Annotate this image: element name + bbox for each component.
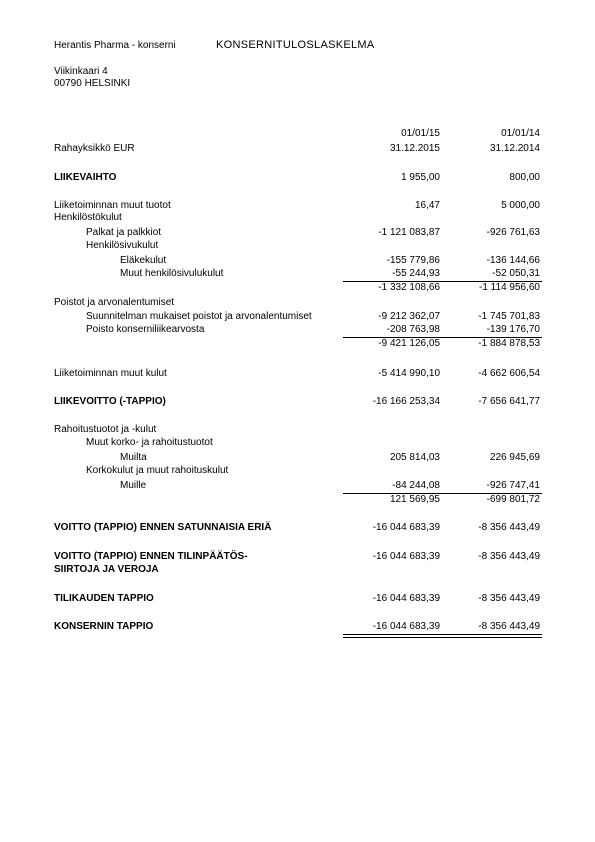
address-street: Viikinkaari 4 [54,66,108,77]
row-label: Muilta [120,452,147,463]
row-label: Muut korko- ja rahoitustuotot [86,437,213,448]
row-value-2014: -926 761,63 [486,227,540,238]
row-value-2014: -139 176,70 [486,324,540,335]
row-label: Poistot ja arvonalentumiset [54,297,175,308]
table-row [0,368,595,380]
row-value-2014: -8 356 443,49 [478,593,540,604]
row-value-2015: -84 244,08 [392,480,440,491]
table-row [0,396,595,408]
row-value-2014: -1 884 878,53 [478,338,540,349]
row-value-2014: -1 745 701,83 [478,311,540,322]
table-row [0,268,595,280]
row-value-2015: -55 244,93 [392,268,440,279]
row-value-2015: 205 814,03 [389,452,440,463]
row-value-2014: -8 356 443,49 [478,522,540,533]
table-row [0,227,595,239]
row-value-2015: -16 044 683,39 [372,551,440,562]
row-value-2014: -1 114 956,60 [479,282,540,293]
table-row [0,311,595,323]
subtotal-row [0,282,595,294]
row-value-2015: -208 763,98 [386,324,440,335]
table-row [0,480,595,492]
table-row [0,551,595,563]
row-value-2014: -4 662 606,54 [478,368,540,379]
table-row [0,212,595,224]
row-value-2015: 16,47 [414,200,440,211]
row-value-2014: -136 144,66 [486,255,540,266]
row-value-2014: -52 050,31 [492,268,540,279]
row-value-2014: 800,00 [509,172,540,183]
double-rule-top [343,634,542,635]
row-value-2014: -8 356 443,49 [478,551,540,562]
column-header-end-row [0,143,595,155]
table-row [0,200,595,212]
row-value-2015: -16 044 683,39 [372,621,440,632]
table-row [0,424,595,436]
row-label: Liiketoiminnan muut kulut [54,368,167,379]
row-value-2015: 121 569,95 [389,494,440,505]
row-value-2015: -1 332 108,66 [378,282,440,293]
row-value-2015: -5 414 990,10 [378,368,440,379]
row-value-2014: -8 356 443,49 [478,621,540,632]
row-value-2014: -7 656 641,77 [478,396,540,407]
table-row [0,240,595,252]
row-label: VOITTO (TAPPIO) ENNEN TILINPÄÄTÖS- [54,551,248,562]
row-value-2015: -1 121 083,87 [378,227,440,238]
table-row [0,324,595,336]
currency-unit-label: Rahayksikkö EUR [54,143,135,154]
address-postal: 00790 HELSINKI [54,78,131,89]
table-row [0,564,595,576]
row-value-2014: -699 801,72 [486,494,540,505]
subtotal-row [0,494,595,506]
subtotal-row [0,338,595,350]
table-row [0,465,595,477]
row-label: TILIKAUDEN TAPPIO [54,593,154,604]
row-label: Suunnitelman mukaiset poistot ja arvonalentumiset [86,311,312,322]
row-label: Henkilöstökulut [54,212,122,223]
row-value-2014: -926 747,41 [486,480,540,491]
company-name: Herantis Pharma - konserni [54,40,176,51]
row-value-2015: -16 166 253,34 [372,396,440,407]
row-label: Henkilösivukulut [86,240,159,251]
row-value-2015: 1 955,00 [401,172,440,183]
row-label: Palkat ja palkkiot [86,227,162,238]
row-label: VOITTO (TAPPIO) ENNEN SATUNNAISIA ERIÄ [54,522,272,533]
row-value-2015: -9 421 126,05 [378,338,440,349]
row-value-2014: 226 945,69 [489,452,540,463]
row-label: SIIRTOJA JA VEROJA [54,564,159,575]
double-rule-bottom [343,637,542,638]
row-value-2015: -9 212 362,07 [378,311,440,322]
row-label: LIIKEVAIHTO [54,172,117,183]
col1-end-date: 31.12.2015 [389,143,440,154]
table-row [0,522,595,534]
row-label: LIIKEVOITTO (-TAPPIO) [54,396,166,407]
table-row [0,452,595,464]
table-row [0,172,595,184]
col1-start-date: 01/01/15 [401,128,440,139]
row-label: Muille [120,480,147,491]
row-label: Muut henkilösivulukulut [120,268,224,279]
table-row [0,297,595,309]
row-label: Korkokulut ja muut rahoituskulut [86,465,229,476]
col2-end-date: 31.12.2014 [489,143,540,154]
col2-start-date: 01/01/14 [501,128,540,139]
table-row [0,593,595,605]
table-row [0,437,595,449]
row-value-2015: -16 044 683,39 [372,593,440,604]
row-label: KONSERNIN TAPPIO [54,621,154,632]
report-title: KONSERNITULOSLASKELMA [216,39,375,51]
row-label: Eläkekulut [120,255,167,266]
row-label: Liiketoiminnan muut tuotot [54,200,171,211]
row-label: Rahoitustuotot ja -kulut [54,424,157,435]
row-value-2014: 5 000,00 [501,200,540,211]
row-label: Poisto konserniliikearvosta [86,324,205,335]
table-row [0,621,595,633]
column-header-start-row [0,128,595,140]
table-row [0,255,595,267]
row-value-2015: -16 044 683,39 [372,522,440,533]
row-value-2015: -155 779,86 [386,255,440,266]
